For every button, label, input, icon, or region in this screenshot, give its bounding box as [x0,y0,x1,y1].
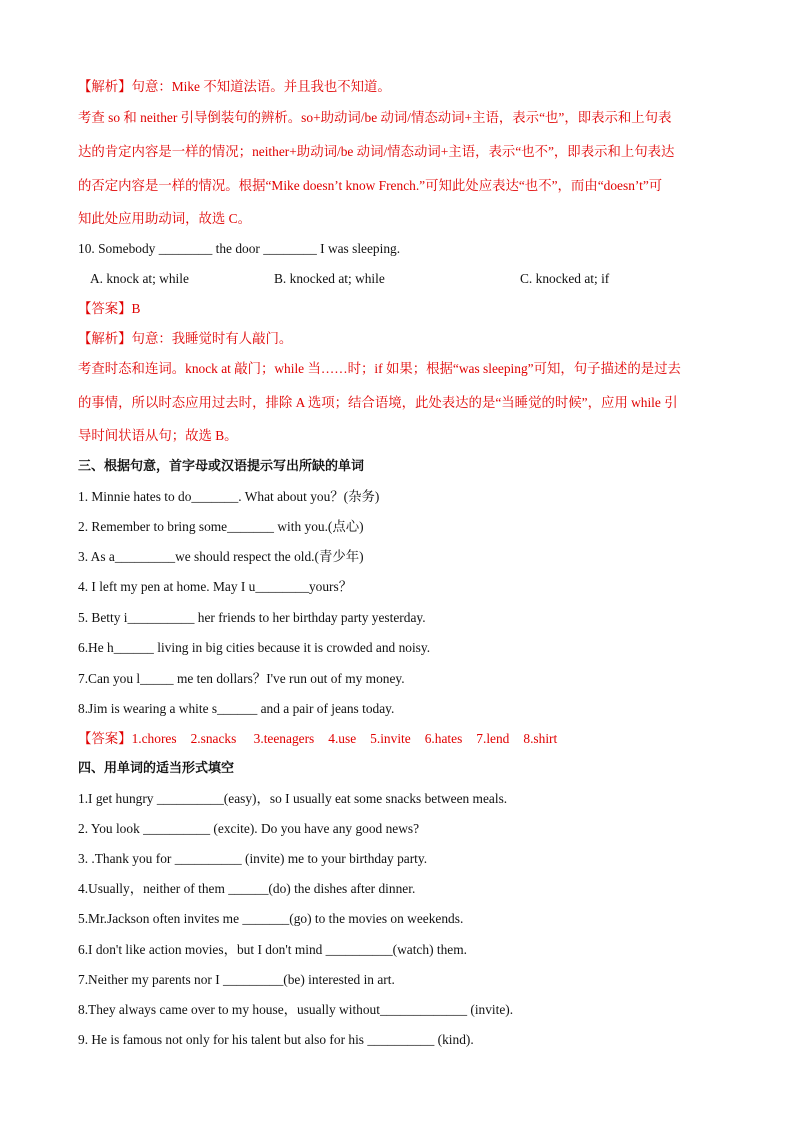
section-4-item: 7.Neither my parents nor I _________(be) interested in art. [78,972,395,987]
section-3-item: 4. I left my pen at home. May I u________yours？ [78,579,353,594]
answer-item: 3.teenagers [250,731,315,746]
section-3-title: 三、根据句意，首字母或汉语提示写出所缺的单词 [78,459,365,474]
section-4-item: 6.I don't like action movies，but I don't mind __________(watch) them. [78,942,468,957]
section-3-item: 3. As a_________we should respect the old.(青少年) [78,549,364,564]
section-4-title: 四、用单词的适当形式填空 [78,761,235,776]
q10-option-a: A. knock at; while [90,271,189,286]
section-3-item: 2. Remember to bring some_______ with you.(点心) [78,519,364,534]
section-4-item: 2. You look __________ (excite). Do you have any good news? [78,821,420,836]
answer-label: 【答案】 [78,731,132,746]
section-3-item: 5. Betty i__________ her friends to her birthday party yesterday. [78,610,426,625]
section-3-item: 7.Can you l_____ me ten dollars？I've run out of my money. [78,671,405,686]
section-4-item: 3. .Thank you for __________ (invite) me to your birthday party. [78,851,428,866]
section-3-item: 6.He h______ living in big cities because it is crowded and noisy. [78,640,431,655]
q10-analysis-line-3: 导时间状语从句；故选 B。 [78,428,238,443]
answer-item: 6.hates [424,731,463,746]
section-4-item: 4.Usually，neither of them ______(do) the dishes after dinner. [78,881,416,896]
answer-item: 5.invite [370,731,411,746]
q10-analysis-line-1: 考查时态和连词。knock at 敲门；while 当……时；if 如果；根据“was sleeping”可知，句子描述的是过去 [78,361,681,376]
section-3-item: 8.Jim is wearing a white s______ and a pair of jeans today. [78,701,395,716]
answer-item: 7.lend [476,731,510,746]
q10-stem: 10. Somebody ________ the door ________ I was sleeping. [78,241,401,256]
section-4-item: 5.Mr.Jackson often invites me _______(go) to the movies on weekends. [78,911,464,926]
q9-analysis-line-3: 的否定内容是一样的情况。根据“Mike doesn’t know French.”可知此处应表达“也不”，而由“doesn’t”可 [78,178,663,193]
q9-analysis-line-2: 达的肯定内容是一样的情况；neither+助动词/be 动词/情态动词+主语，表示“也不”，即表示和上句表达 [78,144,675,159]
section-4-item: 8.They always came over to my house，usually without_____________ (invite). [78,1002,514,1017]
answer-item: 2.snacks [190,731,237,746]
answer-item: 4.use [328,731,357,746]
section-3-answers [78,730,730,748]
q9-analysis-meaning: 【解析】句意：Mike 不知道法语。并且我也不知道。 [78,79,391,94]
q10-answer: 【答案】B [78,301,141,316]
q9-analysis-line-1: 考查 so 和 neither 引导倒装句的辨析。so+助动词/be 动词/情态动词+主语，表示“也”，即表示和上句表 [78,110,672,125]
q10-analysis-line-2: 的事情，所以时态应用过去时，排除 A 选项；结合语境，此处表达的是“当睡觉的时候”，应用 while 引 [78,395,678,410]
q10-option-c: C. knocked at; if [520,271,610,286]
answer-item: 8.shirt [523,731,558,746]
answer-item: 1.chores [131,731,177,746]
section-3-item: 1. Minnie hates to do_______. What about you？(杂务) [78,489,380,504]
section-4-item: 1.I get hungry __________(easy)，so I usually eat some snacks between meals. [78,791,508,806]
q9-analysis-line-4: 知此处应用助动词，故选 C。 [78,211,251,226]
q10-option-b: B. knocked at; while [274,271,385,286]
q10-analysis-meaning: 【解析】句意：我睡觉时有人敲门。 [78,331,293,346]
section-4-item: 9. He is famous not only for his talent but also for his __________ (kind). [78,1032,474,1047]
